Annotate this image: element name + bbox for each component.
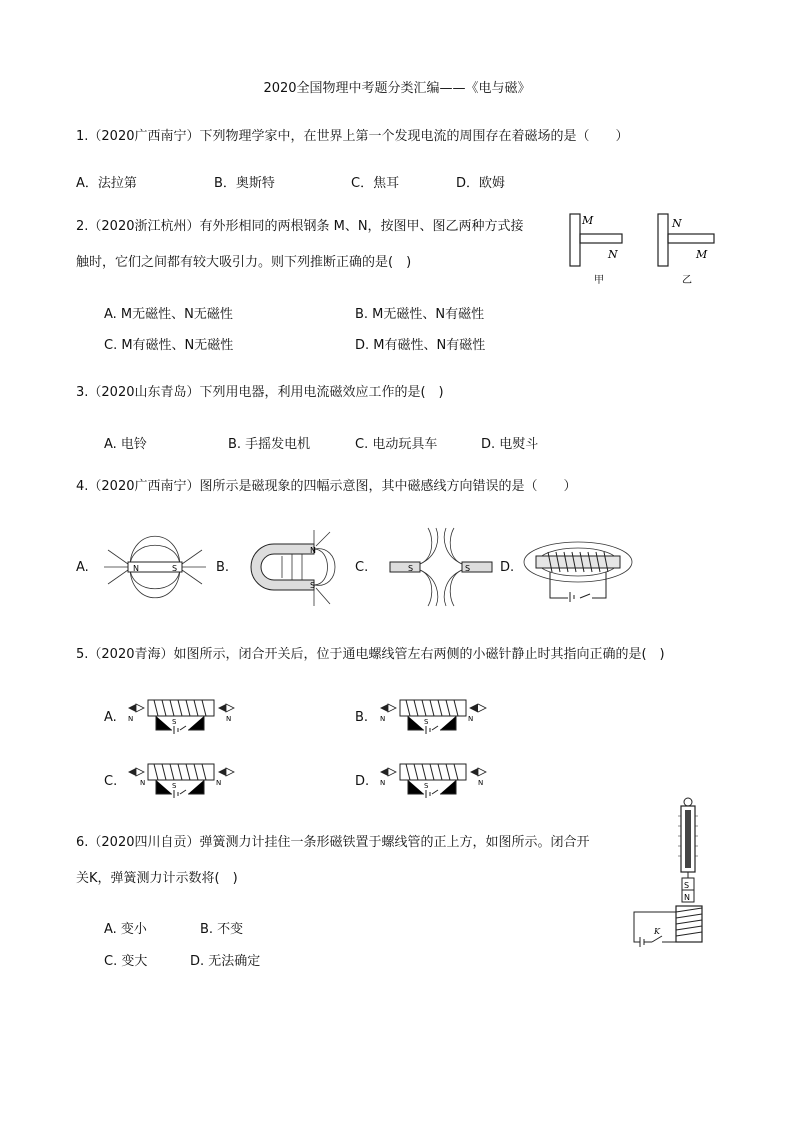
question-2-stem-line2: 触时，它们之间都有较大吸引力。则下列推断正确的是( ) <box>76 255 412 270</box>
q6-label-s: S <box>684 881 690 890</box>
q6-spring-scale-figure <box>628 796 718 956</box>
q2-steel-bars-figure <box>560 210 730 290</box>
question-6-stem-line2: 关K，弹簧测力计示数将( ) <box>76 871 238 886</box>
question-5-stem: 5.（2020青海）如图所示，闭合开关后，位于通电螺线管左右两侧的小磁针静止时其指向正确的是( ) <box>76 647 665 662</box>
q4-horseshoe-magnet-figure <box>234 526 346 608</box>
q6-label-k: K <box>654 927 660 936</box>
left-magnet <box>390 562 420 572</box>
q5d-switch-label: S <box>424 782 429 790</box>
q5-option-b: B. <box>355 710 369 725</box>
question-4-stem: 4.（2020广西南宁）图所示是磁现象的四幅示意图，其中磁感线方向错误的是（ ） <box>76 479 577 494</box>
q4-option-b: B. <box>216 560 230 575</box>
q4-solenoid-figure <box>520 526 640 608</box>
bar-N-yi <box>658 214 668 266</box>
q4a-label-s: S <box>172 564 178 573</box>
q4-option-a: A. <box>76 560 89 575</box>
q5-figure-a <box>124 690 244 740</box>
q5-figure-c <box>124 754 244 804</box>
q6-option-a: A. 变小 <box>104 922 147 937</box>
q5a-needle-right-label: N <box>226 715 232 723</box>
q4c-label-s2: S <box>465 564 471 573</box>
q4a-label-n: N <box>133 564 139 573</box>
q1-option-b: B．奥斯特 <box>214 176 275 191</box>
q2-label-n2: N <box>672 217 682 230</box>
q1-option-d: D．欧姆 <box>456 176 506 191</box>
question-1-stem: 1.（2020广西南宁）下列物理学家中，在世界上第一个发现电流的周围存在着磁场的是（ ） <box>76 129 629 144</box>
bar-N-jia <box>580 234 622 243</box>
q2-option-c: C. M有磁性、N无磁性 <box>104 338 234 353</box>
q5d-needle-right-label: N <box>478 779 484 787</box>
q4-option-d: D. <box>500 560 515 575</box>
page-title: 2020全国物理中考题分类汇编——《电与磁》 <box>263 81 531 96</box>
q2-label-m2: M <box>696 248 708 261</box>
q5c-switch-label: S <box>172 782 177 790</box>
q5b-needle-left-label: N <box>380 715 386 723</box>
q2-label-n1: N <box>608 248 618 261</box>
q5a-switch-label: S <box>172 718 177 726</box>
q6-option-b: B. 不变 <box>200 922 244 937</box>
q5d-needle-left-label: N <box>380 779 386 787</box>
bar-M-yi <box>668 234 714 243</box>
q5c-needle-right-label: N <box>216 779 222 787</box>
q3-option-b: B. 手摇发电机 <box>228 437 311 452</box>
q6-option-d: D. 无法确定 <box>190 954 261 969</box>
q2-label-m1: M <box>582 214 594 227</box>
q4b-label-n: N <box>310 546 316 555</box>
question-3-stem: 3.（2020山东青岛）下列用电器，利用电流磁效应工作的是( ) <box>76 385 444 400</box>
q2-option-b: B. M无磁性、N有磁性 <box>355 307 485 322</box>
q5-figure-b <box>376 690 496 740</box>
bar-M-jia <box>570 214 580 266</box>
q6-label-n: N <box>684 893 690 902</box>
q5-figure-d <box>376 754 496 804</box>
q5-option-d: D. <box>355 774 370 789</box>
q3-option-c: C. 电动玩具车 <box>355 437 438 452</box>
q5-option-a: A. <box>104 710 117 725</box>
q1-option-a: A．法拉第 <box>76 176 137 191</box>
q3-option-d: D. 电熨斗 <box>481 437 539 452</box>
q2-option-d: D. M有磁性、N有磁性 <box>355 338 486 353</box>
question-2-stem-line1: 2.（2020浙江杭州）有外形相同的两根钢条 M、N，按图甲、图乙两种方式接 <box>76 219 524 234</box>
q2-option-a: A. M无磁性、N无磁性 <box>104 307 233 322</box>
question-6-stem-line1: 6.（2020四川自贡）弹簧测力计挂住一条形磁铁置于螺线管的正上方，如图所示。闭合开 <box>76 835 590 850</box>
q2-label-jia: 甲 <box>594 275 604 286</box>
q5a-needle-left-label: N <box>128 715 134 723</box>
q5b-switch-label: S <box>424 718 429 726</box>
q4-two-s-poles-figure <box>388 526 494 608</box>
q4b-label-s: S <box>310 581 316 590</box>
q5c-needle-left-label: N <box>140 779 146 787</box>
q2-label-yi: 乙 <box>682 275 692 286</box>
q6-option-c: C. 变大 <box>104 954 148 969</box>
horseshoe-magnet <box>251 544 314 590</box>
q4-option-c: C. <box>355 560 369 575</box>
q4c-label-s1: S <box>408 564 414 573</box>
q5b-needle-right-label: N <box>468 715 474 723</box>
q4-bar-magnet-figure <box>100 528 210 606</box>
q1-option-c: C．焦耳 <box>351 176 400 191</box>
solenoid-core <box>536 556 620 568</box>
q5-option-c: C. <box>104 774 118 789</box>
q3-option-a: A. 电铃 <box>104 437 147 452</box>
